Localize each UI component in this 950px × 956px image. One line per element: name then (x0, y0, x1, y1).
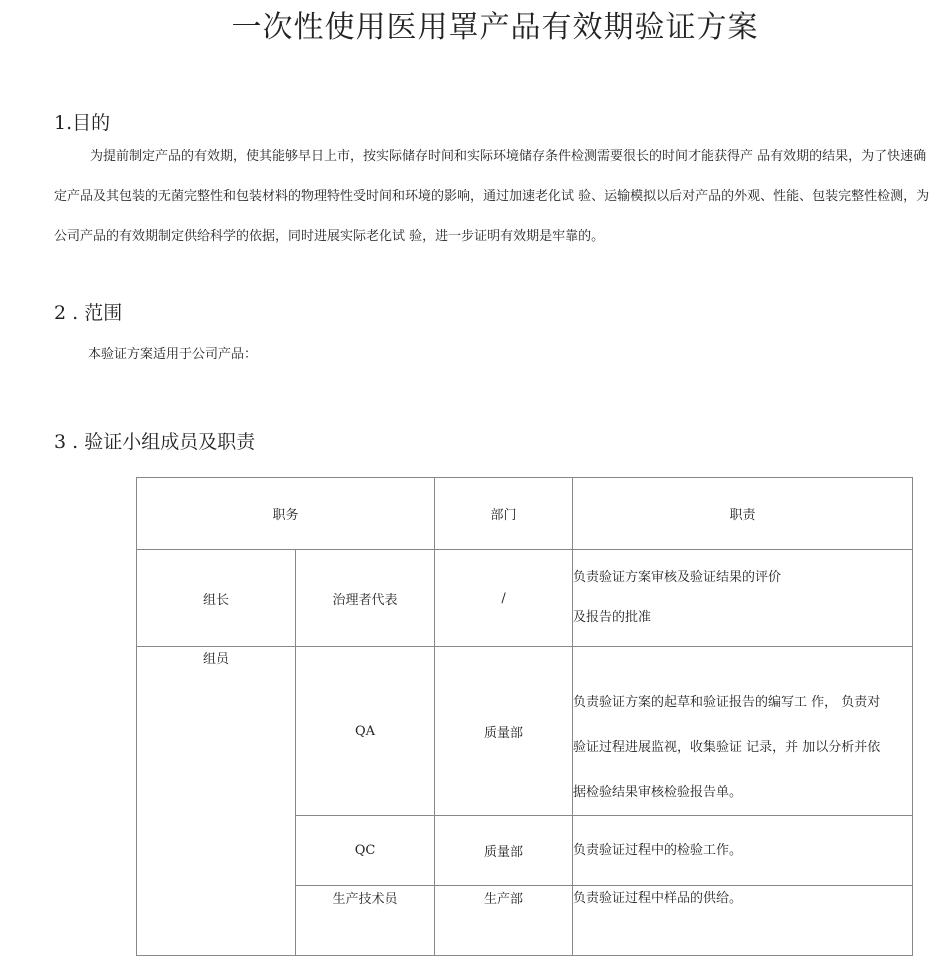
duty-cell (573, 816, 913, 886)
duty-cell (573, 647, 913, 816)
document-title: 一次性使用医用罩产品有效期验证方案 (231, 10, 759, 45)
duty-line: 负责验证方案的起草和验证报告的编写工 作， 负责对 (573, 695, 881, 710)
title-cell: QA (296, 647, 435, 816)
header-position: 职务 (137, 478, 435, 550)
department-cell: / (435, 550, 573, 647)
department-cell: 生产部 (435, 886, 573, 956)
department-cell: 质量部 (435, 816, 573, 886)
table-header-row (137, 478, 913, 550)
department-cell: 质量部 (435, 647, 573, 816)
section-heading-purpose: 1.目的 (54, 112, 111, 134)
title-cell: 治理者代表 (296, 550, 435, 647)
duty-line: 验证过程进展监视，收集验证 记录，并 加以分析并依 (573, 740, 881, 755)
purpose-paragraph: 为提前制定产品的有效期，使其能够早日上市，按实际储存时间和实际环境储存条件检测需要很长的时间才能获得产 品有效期的结果，为了快速确定产品及其包装的无菌完整性和包装材料的物理特性受时间和环境的影响，通过加速老化试 验、运输模拟以后对产品的外观、性能、包装完整性检测，为公司产品的有效期制定供给科学的依据，同时进展实际老化试 验，进一步证明有效期是牢靠的。 (54, 149, 930, 244)
title-cell: 生产技术员 (296, 886, 435, 956)
header-department: 部门 (435, 478, 573, 550)
duty-line: 负责验证方案审核及验证结果的评价 (573, 570, 782, 585)
duty-line: 及报告的批准 (573, 610, 652, 625)
duty-line: 负责验证过程中样品的供给。 (573, 891, 743, 906)
title-cell: QC (296, 816, 435, 886)
team-roles-table (136, 477, 913, 956)
table-row (137, 550, 913, 647)
role-cell: 组员 (137, 647, 296, 956)
duty-cell (573, 886, 913, 956)
duty-cell (573, 550, 913, 647)
duty-line: 负责验证过程中的检验工作。 (573, 842, 743, 858)
section-heading-team: 3 . 验证小组成员及职责 (54, 431, 256, 453)
header-duty: 职责 (573, 478, 913, 550)
table-row (137, 647, 913, 816)
role-cell: 组长 (137, 550, 296, 647)
scope-paragraph: 本验证方案适用于公司产品： (88, 347, 258, 362)
section-heading-scope: 2 . 范围 (54, 302, 123, 324)
duty-line: 据检验结果审核检验报告单。 (573, 785, 743, 800)
